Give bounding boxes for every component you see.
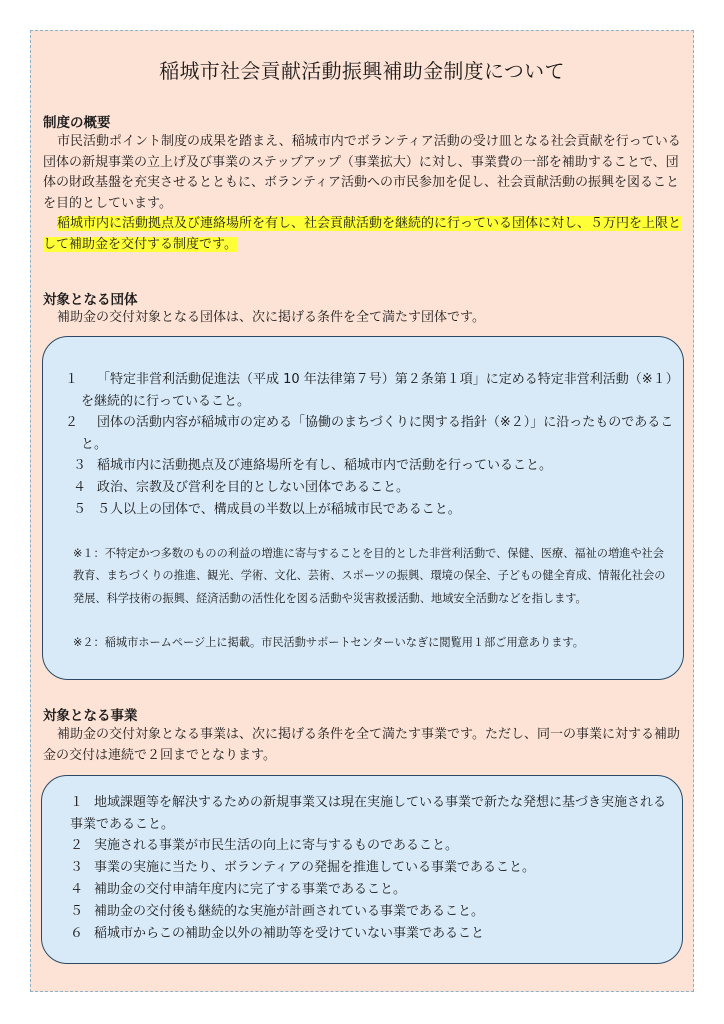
groups-intro: 補助金の交付対象となる団体は、次に掲げる条件を全て満たす団体です。 — [57, 310, 485, 325]
group-condition-item: ４ 政治、宗教及び営利を目的としない団体であること。 — [73, 480, 410, 495]
project-condition-item: ３ 事業の実施に当たり、ボランティアの発掘を推進している事業であること。 — [70, 860, 535, 875]
group-condition-item: １ 「特定非営利活動促進法（平成 10 年法律第７号）第２条第１項」に定める特定非営利活動（※１）を継続的に行っていること。 — [65, 372, 679, 409]
overview-highlight-paragraph — [43, 214, 683, 255]
page-title: 稲城市社会貢献活動振興補助金制度について — [159, 59, 565, 83]
project-condition-item: １ 地域課題等を解決するための新規事業又は現在実施している事業で新たな発想に基づき実施される事業であること。 — [70, 795, 667, 832]
highlighted-text: 稲城市内に活動拠点及び連絡場所を有し、社会貢献活動を継続的に行っている団体に対し、５万円を上限として補助金を交付する制度です。 — [43, 216, 682, 252]
project-condition-item: ６ 稲城市からこの補助金以外の補助等を受けていない事業であること — [70, 926, 485, 941]
group-condition-item: ３ 稲城市内に活動拠点及び連絡場所を有し、稲城市内で活動を行っていること。 — [73, 458, 553, 473]
flyer-page — [30, 30, 694, 992]
projects-heading: 対象となる事業 — [43, 708, 138, 724]
group-condition-item: ２ 団体の活動内容が稲城市の定める「協働のまちづくりに関する指針（※２）」に沿ったものであること。 — [65, 415, 674, 452]
group-condition-item: ５ ５人以上の団体で、構成員の半数以上が稲城市民であること。 — [73, 502, 461, 517]
project-conditions-box — [41, 775, 683, 964]
group-conditions-box — [42, 336, 684, 680]
footnote-1: ※１：不特定かつ多数のものの利益の増進に寄与することを目的とした非営利活動で、保健、医療、福祉の増進や社会教育、まちづくりの推進、観光、学術、文化、芸術、スポーツの振興、環境の保全、子どもの健全育成、情報化社会の発展、科学技術の振興、経済活動の活性化を図る活動や災害救援活動、地域安全活動などを指します。 — [73, 547, 666, 605]
project-condition-item: ４ 補助金の交付申請年度内に完了する事業であること。 — [70, 882, 407, 897]
project-condition-item: ２ 実施される事業が市民生活の向上に寄与するものであること。 — [70, 838, 459, 853]
project-condition-item: ５ 補助金の交付後も継続的な実施が計画されている事業であること。 — [70, 904, 485, 919]
overview-paragraph: 市民活動ポイント制度の成果を踏まえ、稲城市内でボランティア活動の受け皿となる社会貢献を行っている団体の新規事業の立上げ及び事業のステップアップ（事業拡大）に対し、事業費の一部を補助することで、団体の財政基盤を充実させるとともに、ボランティア活動への市民参加を促し、社会貢献活動の振興を図ることを目的としています。 — [43, 134, 681, 211]
overview-heading: 制度の概要 — [43, 115, 111, 131]
footnote-2: ※２：稲城市ホームページ上に掲載。市民活動サポートセンターいなぎに閲覧用１部ご用意あります。 — [73, 636, 584, 649]
projects-intro: 補助金の交付対象となる事業は、次に掲げる条件を全て満たす事業です。ただし、同一の事業に対する補助金の交付は連続で２回までとなります。 — [43, 727, 680, 763]
groups-heading: 対象となる団体 — [43, 292, 138, 308]
